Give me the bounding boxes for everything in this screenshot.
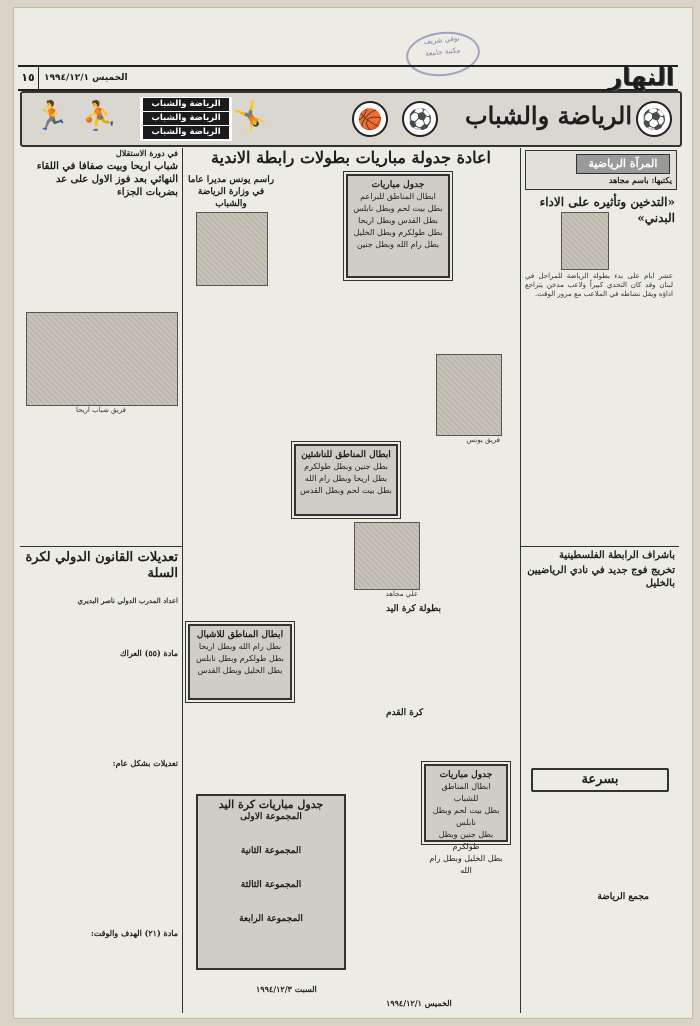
schedule-line: بطل اريحا وبطل رام الله [304,474,388,483]
handball-group: المجموعة الثالثة [240,880,302,890]
schedule-line: بطل بيت لحم وبطل القدس [300,486,392,495]
section-label: الرياضة والشباب [143,98,229,111]
column-body: عشر ايام على بدء بطولة الرياضة للمراحل في لبنان وقد كان التحدي كبيراً ولاعب مدخن يتراجع اداؤه ويقل نشاطه في الملاعب مع مرور الوقت. [525,272,673,298]
section-labels [140,97,232,141]
author-photo [561,212,609,270]
schedule-line: بطل رام الله وبطل جنين [356,240,440,249]
rule-section: تعديلات بشكل عام: [112,758,178,768]
photo-caption: فريق يونس [466,436,500,444]
player-photo [354,522,420,590]
schedule-line: بطل طولكرم وبطل نابلس [196,654,284,663]
schedule-line: بطل بيت لحم وبطل نابلس [432,806,500,827]
middle-column [186,148,516,1013]
handball-schedule [196,794,346,970]
page-number: ١٥ [18,67,39,89]
schedule-title: ابطال المناطق للناشئين [301,450,391,460]
schedule-line: بطل بيت لحم وبطل نابلس [353,204,443,213]
rule-section: مادة (٢١) الهدف والوقت: [90,928,178,938]
schedule-line: بطل الخليل وبطل القدس [197,666,283,675]
column-headline: «التدخين وتأثيره على الاداء البدني» [539,195,675,225]
player-figure-icon: 🏃 [34,99,69,132]
left-headline: شباب اريحا وبيت صفافا في اللقاء النهائي بعد فوز الاول على عد بضربات الجزاء [36,161,178,198]
handball-group: المجموعة الاولى [240,812,302,822]
player-photo [436,354,502,436]
schedule-box-3 [188,624,292,700]
date-subhead: السبت ١٩٩٤/١٢/٣ [256,984,317,994]
schedule-line: بطل رام الله وبطل اريحا [198,642,282,651]
section-label: الرياضة والشباب [143,112,229,125]
schedule-title: ابطال المناطق للاشبال [196,630,284,640]
schedule-title: جدول مباريات [439,770,493,780]
right-column [520,148,679,1013]
left-column [20,148,183,1013]
schedule-box-4 [424,764,508,875]
schedule-line: بطل القدس وبطل اريحا [358,216,438,225]
handball-group: المجموعة الرابعة [239,914,303,924]
briefs-header: بسرعة [531,768,669,792]
sub3-headline: مجمع الرياضة [597,892,649,902]
football-icon: ⚽ [402,101,438,137]
player-figure-icon: ⛹ [82,99,117,132]
page-header [18,65,678,91]
section-label: الرياضة والشباب [143,126,229,139]
date-subhead: الخميس ١٩٩٤/١٢/١ [386,998,452,1008]
basketball-icon: 🏀 [352,101,388,137]
schedule-line: ابطال المناطق للشباب [441,782,491,803]
section-banner [20,91,682,147]
football-icon: ⚽ [636,101,672,137]
basketball-headline: تعديلات القانون الدولي لكرة السلة [25,550,178,581]
basketball-byline: اعداد المدرب الدولي ناصر البديري [77,596,178,605]
handball-group: المجموعة الثانية [240,846,302,856]
official-photo [196,212,268,286]
sub1-kicker: باشراف الرابطة الفلسطينية [558,550,675,561]
appointment-headline: راسم يونس مديرا عاما في وزارة الرياضة والشباب [187,175,275,209]
column-header-box [525,150,677,190]
schedule-line: بطل طولكرم وبطل الخليل [353,228,443,237]
stamp-line-2: مكتبة جامعة [424,46,461,58]
player-figure-icon: 🤸 [232,99,267,132]
handball-headline: بطولة كرة اليد [386,604,442,614]
masthead: النهار [608,63,674,91]
column-byline: يكتبها: باسم مجاهد [608,175,672,185]
schedule-line: ابطال المناطق للبراعم [360,192,436,201]
schedule-box-1 [346,174,450,278]
sub1-headline: تخريج فوج جديد في نادي الرياضيين بالخليل [527,565,675,589]
team-photo [26,312,178,406]
stamp-line-1: بوفي شريف [423,34,460,46]
handball-title: جدول مباريات كرة اليد [218,798,324,811]
section-title: الرياضة والشباب [465,101,632,130]
team-photo-caption: فريق شباب اريحا [75,406,127,414]
newspaper-page [14,8,692,1018]
left-kicker: في دورة الاستقلال [115,148,178,158]
schedule-line: بطل الخليل وبطل رام الله [429,854,503,875]
schedule-box-2 [294,444,398,516]
main-headline: اعادة جدولة مباريات بطولات رابطة الاندية [211,148,491,167]
schedule-line: بطل جنين وبطل طولكرم [304,462,388,471]
issue-date: الخميس ١٩٩٤/١٢/١ [44,73,128,83]
football-subhead: كرة القدم [386,708,424,718]
photo-caption: علي مجاهد [385,590,418,598]
schedule-line: بطل جنين وبطل طولكرم [438,830,494,851]
column-label: المرآة الرياضية [576,154,670,174]
schedule-title: جدول مباريات [371,180,425,190]
rule-section: مادة (٥٥) العراك [120,648,178,658]
